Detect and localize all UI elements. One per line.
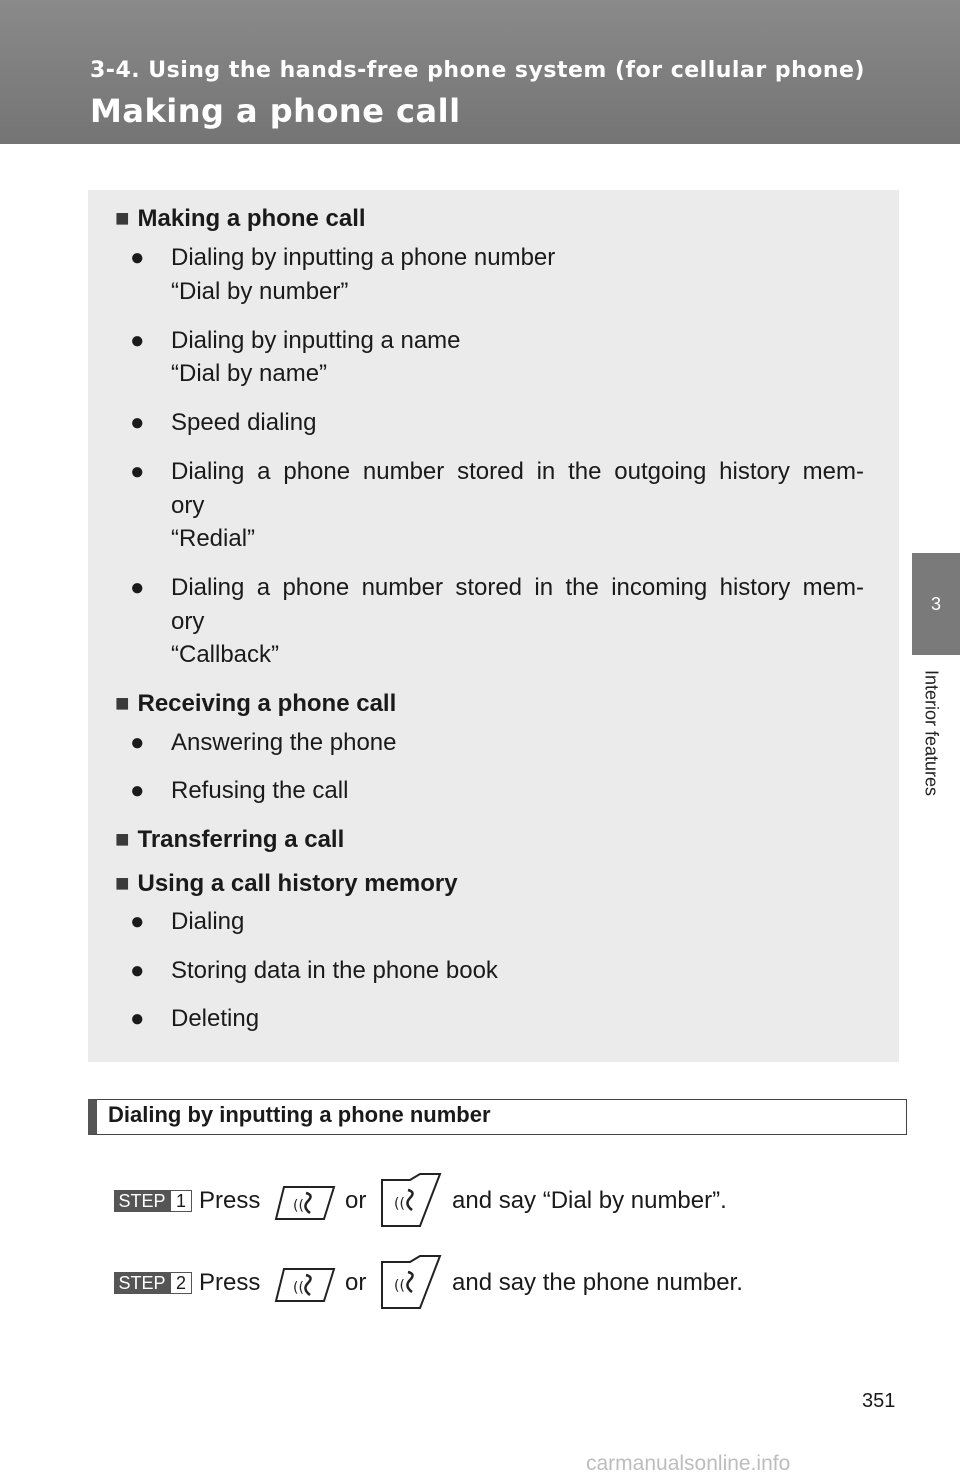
chapter-label: Interior features xyxy=(921,670,942,797)
talk-switch-icon xyxy=(380,1172,442,1228)
bullet-icon: ● xyxy=(130,957,145,984)
svg-text:((: (( xyxy=(293,1280,304,1296)
bullet-icon: ● xyxy=(130,574,145,601)
svg-text:((: (( xyxy=(293,1198,304,1214)
bullet-icon: ● xyxy=(130,244,145,271)
chapter-tab: 3 xyxy=(912,553,960,655)
step-badge: STEP 1 xyxy=(114,1190,192,1212)
list-item-continuation: ory xyxy=(171,492,205,519)
list-item-continuation: ory xyxy=(171,608,205,635)
bullet-icon: ● xyxy=(130,729,145,756)
heading-transferring-call: ■ Transferring a call xyxy=(115,826,345,853)
step-badge: STEP 2 xyxy=(114,1272,192,1294)
page-title: Making a phone call xyxy=(90,92,461,130)
talk-switch-icon xyxy=(274,1267,336,1303)
talk-switch-icon xyxy=(274,1185,336,1221)
talk-switch-icon xyxy=(380,1254,442,1310)
page-header xyxy=(0,0,960,144)
voice-command: “Redial” xyxy=(171,525,256,552)
voice-command: “Dial by name” xyxy=(171,360,328,387)
voice-command: “Callback” xyxy=(171,641,280,668)
svg-text:((: (( xyxy=(394,1196,405,1212)
bullet-icon: ● xyxy=(130,409,145,436)
watermark: carmanualsonline.info xyxy=(586,1452,791,1475)
svg-text:((: (( xyxy=(394,1278,405,1294)
bullet-icon: ● xyxy=(130,908,145,935)
section-heading: Dialing by inputting a phone number xyxy=(108,1102,491,1127)
voice-command: “Dial by number” xyxy=(171,278,349,305)
heading-receiving-call: ■ Receiving a phone call xyxy=(115,690,397,717)
bullet-icon: ● xyxy=(130,1005,145,1032)
heading-making-call: ■ Making a phone call xyxy=(115,205,366,232)
section-heading-bar xyxy=(88,1099,907,1135)
page-number: 351 xyxy=(862,1390,896,1412)
bullet-icon: ● xyxy=(130,777,145,804)
bullet-icon: ● xyxy=(130,458,145,485)
section-title: 3-4. Using the hands-free phone system (for cellular phone) xyxy=(90,58,865,83)
bullet-icon: ● xyxy=(130,327,145,354)
heading-call-history: ■ Using a call history memory xyxy=(115,870,458,897)
